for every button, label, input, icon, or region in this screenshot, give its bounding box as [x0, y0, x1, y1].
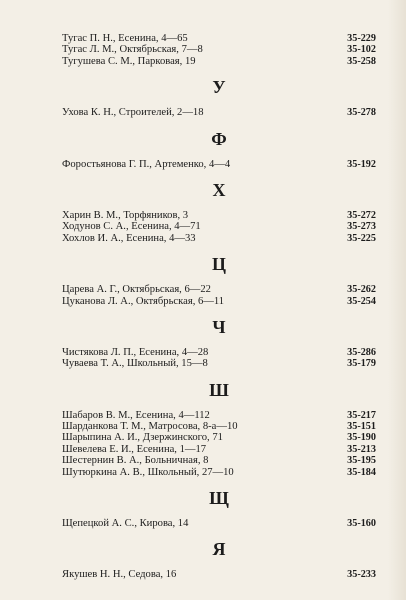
directory-entry	[62, 233, 376, 244]
section-letter-heading: Ф	[211, 128, 227, 149]
entry-name-address: Харин В. М., Торфяников, 3	[62, 209, 189, 221]
entry-name-address: Тугушева С. М., Парковая, 19	[62, 55, 196, 67]
entry-name-address: Шутюркина А. В., Школьный, 27—10	[62, 466, 234, 478]
entry-name-address: Шестернин В. А., Больничная, 8	[62, 455, 209, 467]
directory-entry	[62, 444, 376, 455]
entry-phone-number: 35-286	[347, 346, 376, 358]
entry-name-address: Ухова К. Н., Строителей, 2—18	[62, 107, 204, 119]
directory-entry	[62, 221, 376, 232]
entry-name-address: Хохлов И. А., Есенина, 4—33	[62, 232, 196, 244]
entry-name-address: Щепецкой А. С., Кирова, 14	[62, 518, 189, 530]
page-edge-shade	[388, 0, 406, 600]
directory-entry	[62, 107, 376, 118]
entry-phone-number: 35-273	[347, 221, 376, 233]
entry-phone-number: 35-229	[347, 33, 376, 44]
entry-name-address: Форостьянова Г. П., Артеменко, 4—4	[62, 158, 231, 170]
directory-listing	[62, 33, 376, 581]
entry-phone-number: 35-179	[347, 358, 376, 370]
directory-entry	[62, 284, 376, 295]
entry-name-address: Чистякова Л. П., Есенина, 4—28	[62, 346, 209, 358]
entry-phone-number: 35-278	[347, 107, 376, 119]
entry-name-address: Шевелева Е. И., Есенина, 1—17	[62, 443, 207, 455]
directory-entry	[62, 159, 376, 170]
directory-entry	[62, 296, 376, 307]
entry-name-address: Царева А. Г., Октябрьская, 6—22	[62, 284, 211, 296]
section-letter-heading: Ш	[209, 379, 229, 400]
entry-phone-number: 35-190	[347, 432, 376, 444]
entry-phone-number: 35-272	[347, 209, 376, 221]
entry-phone-number: 35-192	[347, 158, 376, 170]
section-letter-heading: Я	[212, 539, 226, 560]
section-letter-heading: Ч	[212, 316, 226, 337]
entry-phone-number: 35-258	[347, 55, 376, 67]
entry-name-address: Шарыпина А. И., Дзержинского, 71	[62, 432, 223, 444]
directory-entry	[62, 347, 376, 358]
directory-entry	[62, 210, 376, 221]
entry-phone-number: 35-102	[347, 44, 376, 56]
entry-phone-number: 35-233	[347, 569, 376, 581]
entry-name-address: Цуканова Л. А., Октябрьская, 6—11	[62, 295, 225, 307]
directory-entry	[62, 33, 376, 44]
section-letter-heading: Ц	[211, 254, 226, 275]
entry-phone-number: 35-217	[347, 409, 376, 421]
entry-phone-number: 35-151	[347, 421, 376, 433]
directory-entry	[62, 518, 376, 529]
entry-name-address: Шарданкова Т. М., Матросова, 8-а—10	[62, 421, 238, 433]
directory-entry	[62, 56, 376, 67]
directory-entry	[62, 569, 376, 580]
entry-phone-number: 35-213	[347, 443, 376, 455]
entry-name-address: Якушев Н. Н., Седова, 16	[62, 569, 177, 581]
entry-phone-number: 35-184	[347, 466, 376, 478]
entry-name-address: Шабаров В. М., Есенина, 4—112	[62, 409, 210, 421]
directory-entry	[62, 44, 376, 55]
directory-entry	[62, 410, 376, 421]
entry-name-address: Тугас П. Н., Есенина, 4—65	[62, 33, 188, 44]
directory-entry	[62, 467, 376, 478]
entry-name-address: Ходунов С. А., Есенина, 4—71	[62, 221, 201, 233]
entry-phone-number: 35-195	[347, 455, 376, 467]
entry-name-address: Чуваева Т. А., Школьный, 15—8	[62, 358, 208, 370]
directory-entry	[62, 358, 376, 369]
section-letter-heading: Щ	[209, 488, 229, 509]
directory-entry	[62, 432, 376, 443]
entry-name-address: Тугас Л. М., Октябрьская, 7—8	[62, 44, 203, 56]
section-letter-heading: Х	[212, 179, 226, 200]
entry-phone-number: 35-254	[347, 295, 376, 307]
section-letter-heading: У	[212, 77, 226, 98]
directory-entry	[62, 421, 376, 432]
entry-phone-number: 35-225	[347, 232, 376, 244]
entry-phone-number: 35-262	[347, 284, 376, 296]
directory-entry	[62, 455, 376, 466]
entry-phone-number: 35-160	[347, 518, 376, 530]
